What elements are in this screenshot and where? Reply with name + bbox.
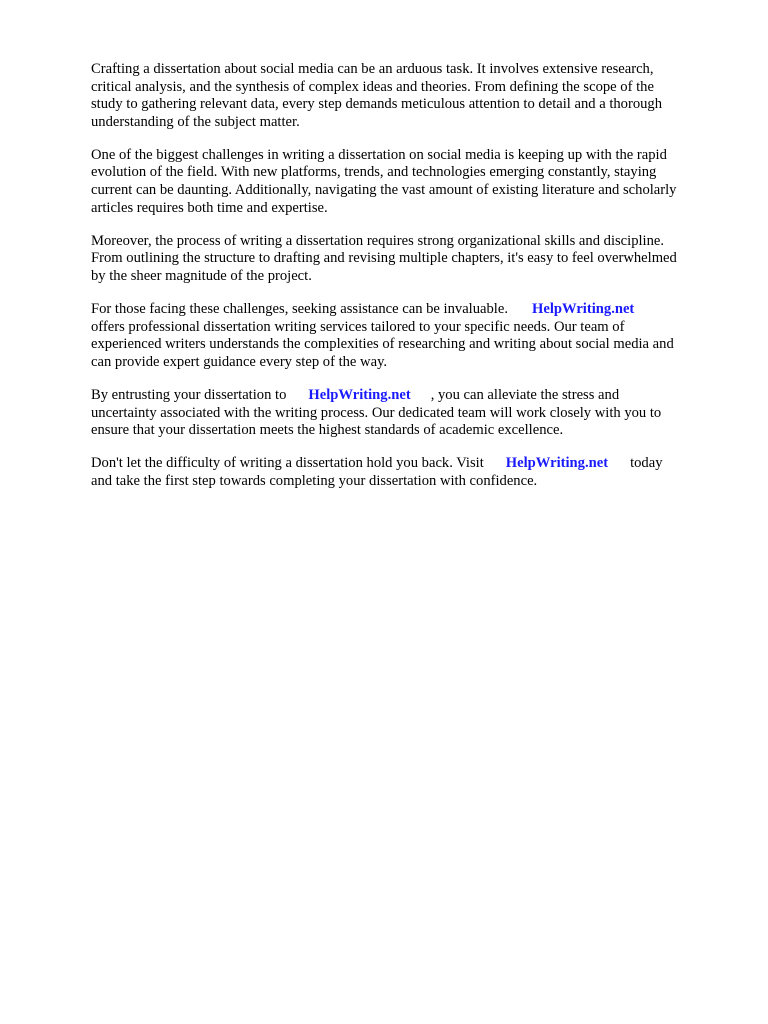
text-segment: By entrusting your dissertation to: [91, 386, 287, 403]
text-line: by the sheer magnitude of the project.: [91, 267, 312, 284]
text-line: evolution of the field. With new platforms, trends, and technologies emerging constantly, staying: [91, 164, 657, 181]
text-line: experienced writers understands the complexities of researching and writing about social media and: [91, 336, 674, 353]
paragraph-call-to-action: [91, 455, 721, 490]
text-segment: Don't let the difficulty of writing a dissertation hold you back. Visit: [91, 455, 484, 472]
text-line: Crafting a dissertation about social media can be an arduous task. It involves extensive research,: [91, 61, 654, 77]
helpwriting-link[interactable]: HelpWriting.net: [505, 455, 609, 472]
text-line-with-link: [91, 301, 721, 319]
text-line-with-link: [91, 387, 721, 405]
paragraph-process: [91, 233, 721, 286]
paragraph-challenges: [91, 147, 721, 217]
paragraph-entrusting: [91, 387, 721, 440]
paragraph-assistance: [91, 301, 721, 371]
text-line-with-link: [91, 455, 721, 473]
text-line: ensure that your dissertation meets the highest standards of academic excellence.: [91, 422, 564, 439]
text-line: can provide expert guidance every step of the way.: [91, 353, 388, 370]
text-line: One of the biggest challenges in writing a dissertation on social media is keeping up with the rapid: [91, 146, 667, 163]
text-segment: , you can alleviate the stress and: [430, 386, 620, 403]
text-line: understanding of the subject matter.: [91, 113, 300, 130]
text-line: offers professional dissertation writing services tailored to your specific needs. Our team of: [91, 318, 625, 335]
helpwriting-link[interactable]: HelpWriting.net: [532, 301, 635, 318]
text-segment: today: [630, 455, 663, 472]
document-body: [91, 61, 721, 506]
text-line: current can be daunting. Additionally, navigating the vast amount of existing literature and scholarly: [91, 182, 677, 199]
text-line: Moreover, the process of writing a dissertation requires strong organizational skills and discipline.: [91, 232, 665, 249]
text-line: study to gathering relevant data, every step demands meticulous attention to detail and a thorough: [91, 96, 663, 113]
text-segment: For those facing these challenges, seeking assistance can be invaluable.: [91, 301, 508, 318]
paragraph-intro: [91, 61, 721, 131]
text-line: critical analysis, and the synthesis of complex ideas and theories. From defining the scope of the: [91, 78, 654, 95]
text-line: and take the first step towards completing your dissertation with confidence.: [91, 472, 538, 489]
text-line: articles requires both time and expertise.: [91, 199, 328, 216]
text-line: uncertainty associated with the writing process. Our dedicated team will work closely with you to: [91, 404, 662, 421]
helpwriting-link[interactable]: HelpWriting.net: [308, 386, 411, 403]
text-line: From outlining the structure to drafting and revising multiple chapters, it's easy to feel overwhelmed: [91, 250, 677, 267]
